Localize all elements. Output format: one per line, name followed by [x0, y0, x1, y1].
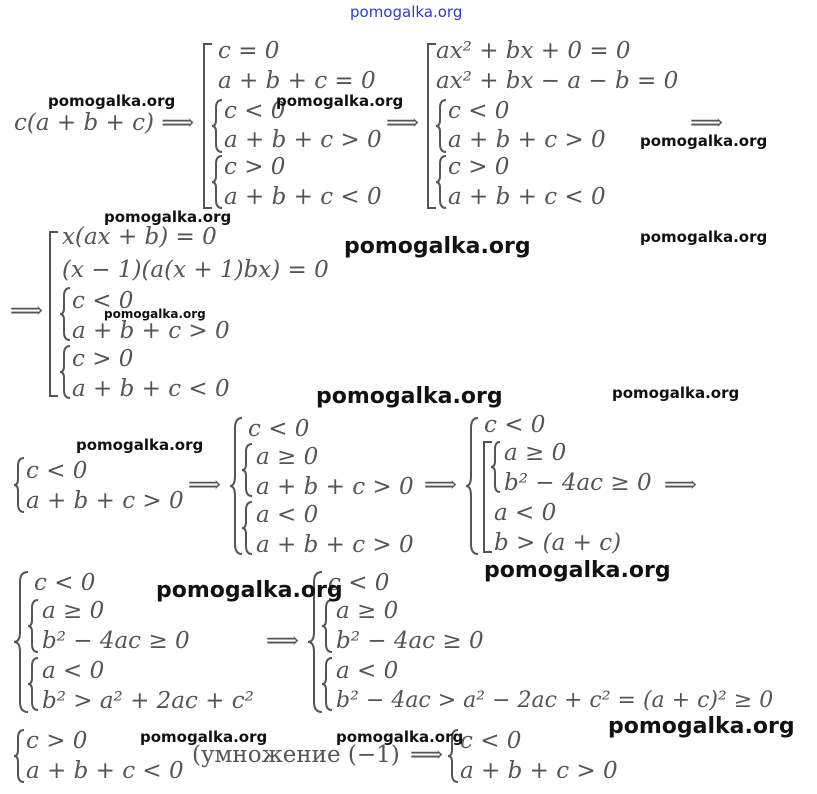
site-header-link[interactable]: pomogalka.org: [350, 3, 463, 21]
watermark: pomogalka.org: [140, 728, 268, 746]
block3-mid-brace2-icon: [240, 500, 254, 556]
block1-set1-line3: c < 0: [224, 98, 286, 124]
watermark: pomogalka.org: [640, 132, 768, 150]
block4-lhs-line1: c < 0: [34, 570, 96, 596]
watermark: pomogalka.org: [316, 384, 503, 409]
block1-set1-line6: a + b + c < 0: [224, 184, 382, 210]
watermark: pomogalka.org: [104, 208, 232, 226]
block3-rhs-line1: c < 0: [484, 412, 546, 438]
block2-line2: (x − 1)(a(x + 1)bx) = 0: [62, 257, 329, 283]
block2-line5: c > 0: [72, 346, 134, 372]
block3-arrow3: ⟹: [664, 472, 697, 498]
watermark: pomogalka.org: [276, 92, 404, 110]
block2-line1: x(ax + b) = 0: [62, 224, 217, 250]
block4-rhs-line5: b² − 4ac > a² − 2ac + c² = (a + c)² ≥ 0: [336, 688, 774, 713]
block1-set2-line4: a + b + c > 0: [448, 127, 606, 153]
watermark: pomogalka.org: [156, 578, 343, 603]
block3-mid-line3: a + b + c > 0: [256, 474, 414, 500]
block1-set2-brace2-icon: [434, 154, 448, 210]
block1-set1-line5: c > 0: [224, 154, 286, 180]
block3-mid-line2: a ≥ 0: [256, 444, 319, 470]
block2-arrow: ⟹: [10, 298, 43, 324]
block3-lhs-line1: c < 0: [26, 458, 88, 484]
block3-arrow1: ⟹: [188, 472, 221, 498]
watermark: pomogalka.org: [336, 728, 464, 746]
block4-lhs-line3: b² − 4ac ≥ 0: [42, 628, 190, 654]
watermark: pomogalka.org: [484, 558, 671, 583]
block5-note: (умножение (−1): [192, 742, 400, 768]
block5-lhs-line1: c > 0: [26, 728, 88, 754]
block4-arrow: ⟹: [266, 628, 299, 654]
block1-arrow2: ⟹: [690, 110, 723, 136]
block3-mid-line4: a < 0: [256, 502, 319, 528]
block1-set2-line5: c > 0: [448, 154, 510, 180]
block4-rhs-line3: b² − 4ac ≥ 0: [336, 628, 484, 654]
block1-set2-line1: ax² + bx + 0 = 0: [436, 38, 631, 64]
block3-rhs-line3: b² − 4ac ≥ 0: [504, 470, 652, 496]
block4-rhs-brace2-icon: [320, 656, 334, 712]
block2-brace1-icon: [58, 286, 72, 342]
block1-set1-line2: a + b + c = 0: [218, 68, 376, 94]
block5-lhs-brace-icon: [12, 728, 26, 784]
watermark: pomogalka.org: [48, 92, 176, 110]
block4-lhs-line4: a < 0: [42, 658, 105, 684]
block1-lhs: c(a + b + c) ⟹: [14, 110, 195, 136]
block4-rhs-brace1-icon: [320, 598, 334, 654]
watermark: pomogalka.org: [104, 307, 206, 321]
block5-lhs-line2: a + b + c < 0: [26, 758, 184, 784]
block1-set2-line6: a + b + c < 0: [448, 184, 606, 210]
block3-rhs-line4: a < 0: [494, 500, 557, 526]
block1-set2-line2: ax² + bx − a − b = 0: [436, 68, 679, 94]
block1-set1-brace2-icon: [210, 154, 224, 210]
watermark: pomogalka.org: [608, 714, 795, 739]
block2-line4: a + b + c > 0: [72, 318, 230, 344]
block4-rhs-line2: a ≥ 0: [336, 598, 399, 624]
block4-lhs-brace1-icon: [26, 598, 40, 654]
block2-brace2-icon: [58, 344, 72, 400]
block3-rhs-line5: b > (a + c): [494, 530, 622, 556]
block4-rhs-line4: a < 0: [336, 658, 399, 684]
block3-arrow2: ⟹: [424, 472, 457, 498]
block4-lhs-line2: a ≥ 0: [42, 598, 105, 624]
block1-set1-line4: a + b + c > 0: [224, 127, 382, 153]
block2-line6: a + b + c < 0: [72, 376, 230, 402]
block3-lhs-brace-icon: [12, 456, 26, 514]
watermark: pomogalka.org: [344, 234, 531, 259]
block3-rhs-line2: a ≥ 0: [504, 440, 567, 466]
block3-mid-line1: c < 0: [248, 416, 310, 442]
block3-rhs-brace-icon: [490, 440, 502, 494]
block4-lhs-brace2-icon: [26, 656, 40, 712]
block5-arrow: ⟹: [410, 742, 443, 768]
block1-arrow1: ⟹: [386, 110, 419, 136]
block1-set1-brace1-icon: [210, 98, 224, 154]
block3-rhs-outer-brace-icon: [464, 416, 480, 556]
watermark: pomogalka.org: [612, 384, 740, 402]
watermark: pomogalka.org: [76, 436, 204, 454]
block3-lhs-line2: a + b + c > 0: [26, 488, 184, 514]
block3-mid-line5: a + b + c > 0: [256, 532, 414, 558]
block1-set2-brace1-icon: [434, 98, 448, 154]
block5-rhs-line2: a + b + c > 0: [460, 758, 618, 784]
block1-set2-line3: c < 0: [448, 98, 510, 124]
block3-mid-brace1-icon: [240, 442, 254, 498]
watermark: pomogalka.org: [640, 228, 768, 246]
block1-set1-line1: c = 0: [218, 38, 280, 64]
block2-line3: c < 0: [72, 288, 134, 314]
block5-rhs-line1: c < 0: [460, 728, 522, 754]
block4-lhs-line5: b² > a² + 2ac + c²: [42, 688, 254, 714]
block4-rhs-line1: c < 0: [328, 570, 390, 596]
